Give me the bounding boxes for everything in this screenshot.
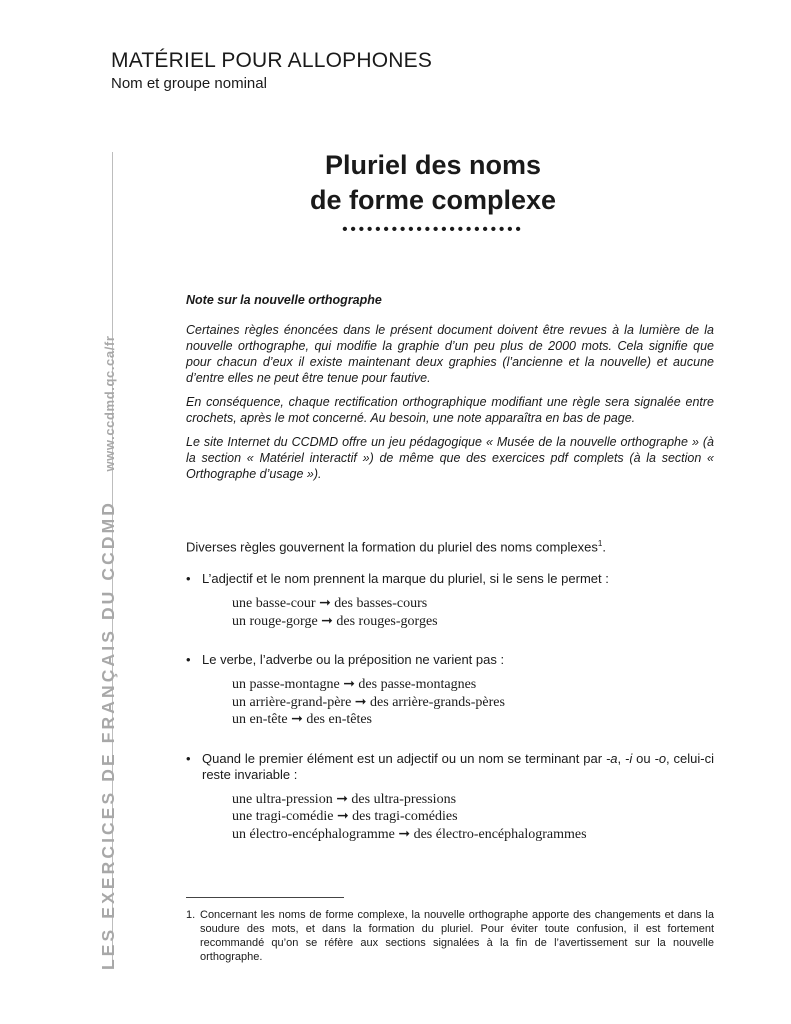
- example-item: un passe-montagne ➞ des passe-montagnes: [232, 677, 477, 693]
- ending-o: -o: [654, 750, 667, 766]
- intro-end: .: [602, 539, 606, 555]
- title-line-2: de forme complexe: [309, 185, 557, 215]
- examples-list: [232, 676, 714, 729]
- example-item: une tragi-comédie ➞ des tragi-comédies: [232, 809, 458, 825]
- footnote-ref: 1: [597, 539, 603, 548]
- rule-text: [186, 652, 714, 668]
- rule-text: [186, 571, 714, 587]
- example-item: une ultra-pression ➞ des ultra-pressions: [232, 791, 457, 807]
- example-item: un rouge-gorge ➞ des rouges-gorges: [232, 613, 438, 629]
- example-item: un électro-encéphalogramme ➞ des électro-encéphalogrammes: [232, 826, 587, 842]
- brand-name: LES EXERCICES DE FRANÇAIS DU CCDMD: [98, 499, 118, 970]
- page-header: [111, 48, 432, 94]
- main-content: [186, 292, 714, 843]
- intro-text: Diverses règles gouvernent la formation du pluriel des noms complexes: [186, 539, 598, 555]
- footnote-number: 1.: [186, 909, 196, 921]
- footnote-text: Concernant les noms de forme complexe, la nouvelle orthographe apporte des changements et dans la soudure des mots, et dans la formation du pluriel. Pour éviter toute confusion, il est fortement recommandé qu’on se réfère aux sections signalées à la fin de l’avertissement sur la nouvelle orthographe.: [200, 909, 714, 963]
- note-paragraph-3: Le site Internet du CCDMD offre un jeu pédagogique « Musée de la nouvelle orthographe » (à la section « Matériel interactif ») de même que des exercices pdf complets (à la section « Orthographe d’usage »).: [186, 435, 714, 481]
- series-title: MATÉRIEL POUR ALLOPHONES: [111, 49, 433, 72]
- rule-1: [186, 571, 714, 630]
- rule-3: [186, 751, 714, 844]
- examples-list: [232, 791, 714, 844]
- document-title: [270, 148, 596, 240]
- rule-statement: Le verbe, l’adverbe ou la préposition ne varient pas :: [202, 652, 505, 668]
- title-line-1: Pluriel des noms: [324, 150, 542, 180]
- footnote: [186, 908, 714, 964]
- ending-a: -a: [605, 750, 618, 766]
- rule-text: [186, 751, 714, 783]
- example-item: une basse-cour ➞ des basses-cours: [232, 596, 428, 612]
- section-subtitle: Nom et groupe nominal: [111, 75, 267, 92]
- orthography-note: [186, 292, 714, 482]
- rule-statement-end: , celui-ci reste invariable :: [202, 750, 715, 782]
- example-item: un arrière-grand-père ➞ des arrière-grands-pères: [232, 694, 505, 710]
- bullet: •: [186, 571, 191, 587]
- intro-paragraph: [186, 536, 714, 555]
- note-paragraph-1: Certaines règles énoncées dans le présent document doivent être revues à la lumière de la nouvelle orthographe, qui modifie la graphie d’un peu plus de 2000 mots. Cela signifie que pour chacun d’eux il existe maintenant deux graphies (l’ancienne et la nouvelle) et aucune d’entre elles ne peut être tenue pour fautive.: [186, 323, 714, 385]
- rule-2: [186, 652, 714, 729]
- note-title: Note sur la nouvelle orthographe: [186, 293, 382, 307]
- brand-url: www.ccdmd.qc.ca/fr: [102, 335, 117, 472]
- rule-statement: L’adjectif et le nom prennent la marque du pluriel, si le sens le permet :: [202, 571, 609, 587]
- title-dotted-rule: ••••••••••••••••••••••: [342, 221, 524, 238]
- separator: ,: [617, 750, 626, 766]
- examples-list: [232, 595, 714, 630]
- ending-i: -i: [625, 750, 633, 766]
- sidebar-branding: [98, 336, 119, 971]
- bullet: •: [186, 750, 191, 766]
- rule-statement: Quand le premier élément est un adjectif ou un nom se terminant par: [202, 750, 606, 766]
- example-item: un en-tête ➞ des en-têtes: [232, 712, 373, 728]
- note-paragraph-2: En conséquence, chaque rectification orthographique modifiant une règle sera signalée entre crochets, après le mot concerné. Au besoin, une note apparaîtra en bas de page.: [186, 395, 714, 425]
- separator: ou: [632, 750, 655, 766]
- bullet: •: [186, 652, 191, 668]
- footnote-divider: [186, 897, 344, 898]
